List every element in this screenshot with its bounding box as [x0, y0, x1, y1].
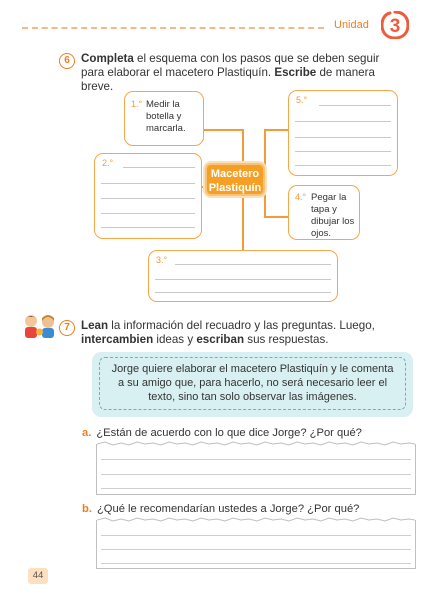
step-1-text: Medir la botella y marcarla.: [146, 99, 186, 134]
step-4-box: [288, 185, 360, 240]
step-1-box: [124, 91, 204, 146]
question-b: [82, 503, 359, 515]
activity-7-number: 7: [59, 320, 75, 336]
answer-a-box[interactable]: [96, 444, 416, 495]
center-line-1: Macetero: [210, 168, 260, 180]
activity-6-instruction: Completa el esquema con los pasos que se deben seguir para elaborar el macetero Plastiquín. Escribe de manera breve.: [81, 52, 380, 93]
step-3-label: 3.°: [156, 255, 168, 265]
step-2-label: 2.°: [102, 158, 114, 168]
unit-number: 3: [389, 16, 401, 37]
step-4-label: 4.°: [295, 192, 307, 202]
reading-text: Jorge quiere elaborar el macetero Plastiquín y le comenta a su amigo que, para hacerlo, no será necesario leer el texto, sino tan solo observar las imágenes.: [99, 357, 406, 410]
step-3-box[interactable]: [148, 250, 338, 302]
question-b-text: ¿Qué le recomendarían ustedes a Jorge? ¿Por qué?: [96, 503, 360, 515]
unit-number-badge: [381, 11, 409, 39]
question-a-letter: a.: [82, 427, 92, 439]
reading-box: [92, 352, 413, 417]
step-1-label: 1.°: [131, 99, 143, 109]
step-4-text: Pegar la tapa y dibujar los ojos.: [311, 192, 355, 239]
page-number: 44: [28, 568, 48, 584]
center-line-2: Plastiquín: [208, 182, 262, 194]
header-dashed-line: [22, 27, 324, 29]
connector-step1: [203, 129, 244, 131]
question-a: [82, 427, 362, 439]
question-b-letter: b.: [82, 503, 92, 515]
center-macetero-box: [205, 163, 265, 196]
connector-step5: [264, 129, 289, 131]
question-a-text: ¿Están de acuerdo con lo que dice Jorge? ¿Por qué?: [96, 427, 362, 439]
connector-step4: [264, 216, 289, 218]
activity-7-instruction: Lean la información del recuadro y las preguntas. Luego, intercambien ideas y escriban sus respuestas.: [81, 319, 375, 346]
step-5-box[interactable]: [288, 90, 398, 176]
answer-b-box[interactable]: [96, 520, 416, 569]
activity-6-number: 6: [59, 53, 75, 69]
unit-label: Unidad: [334, 19, 369, 31]
step-5-label: 5.°: [296, 95, 308, 105]
step-2-box[interactable]: [94, 153, 202, 239]
children-icon: [22, 313, 58, 339]
